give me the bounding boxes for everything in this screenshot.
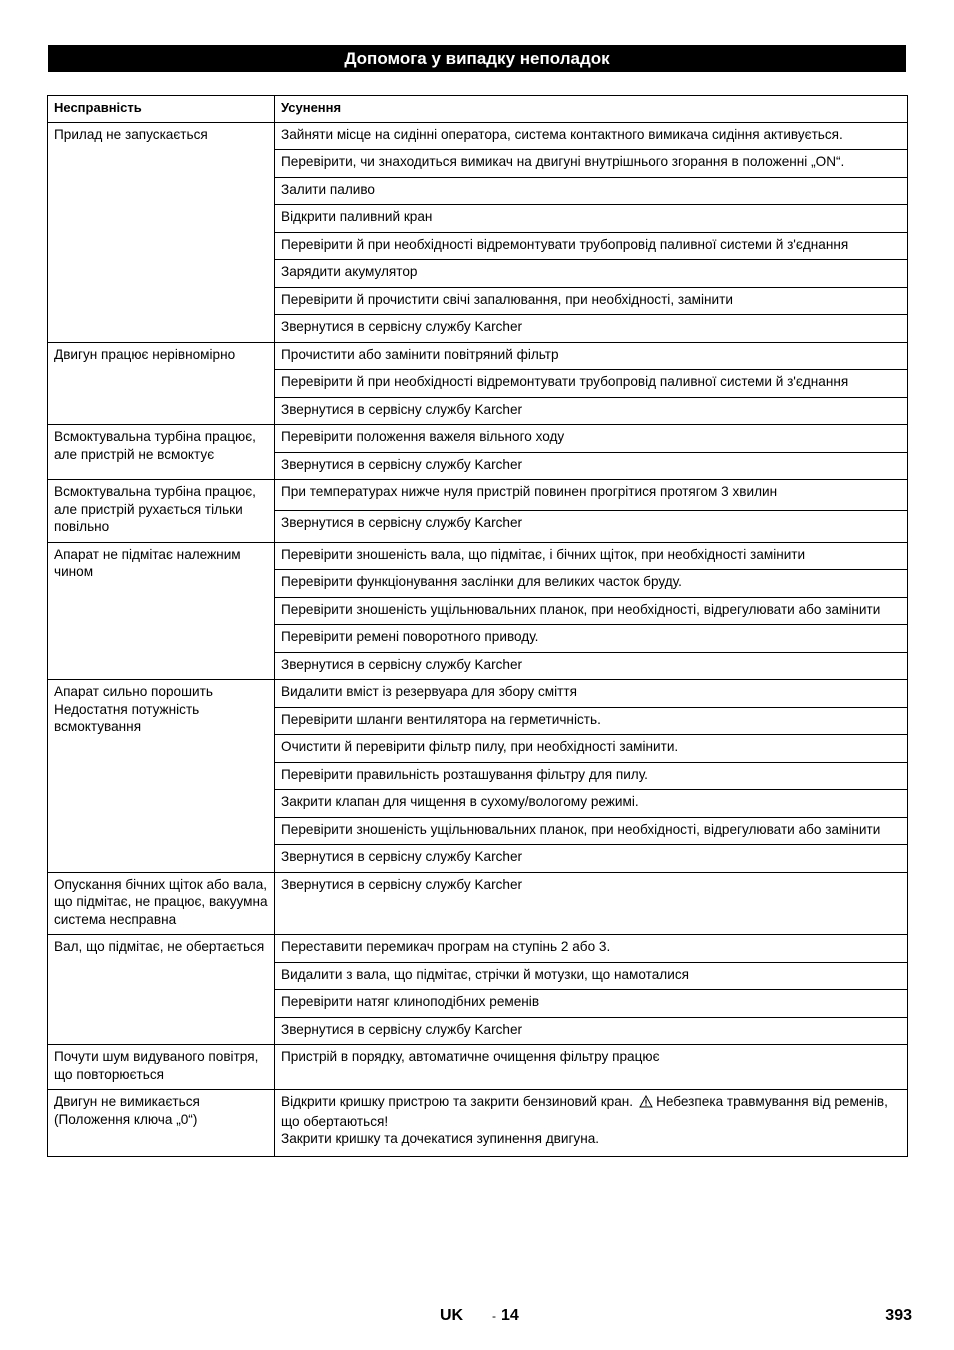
remedy-cell: Звернутися в сервісну службу Karcher bbox=[275, 1017, 908, 1045]
remedy-cell: Видалити вміст із резервуара для збору сміття bbox=[275, 680, 908, 708]
remedy-cell: Звернутися в сервісну службу Karcher bbox=[275, 845, 908, 873]
fault-cell: Всмоктувальна турбіна працює, але пристрій рухається тільки повільно bbox=[48, 480, 275, 543]
remedy-text: Закрити кришку та дочекатися зупинення двигуна. bbox=[281, 1131, 600, 1146]
remedy-cell: Відкрити паливний кран bbox=[275, 205, 908, 233]
fault-cell: Апарат не підмітає належним чином bbox=[48, 542, 275, 680]
table-row bbox=[48, 122, 908, 150]
remedy-cell: Перевірити й прочистити свічі запалювання, при необхідності, замінити bbox=[275, 287, 908, 315]
remedy-cell: При температурах нижче нуля пристрій повинен прогрітися протягом 3 хвилин bbox=[275, 480, 908, 511]
table-row bbox=[48, 1045, 908, 1090]
remedy-cell: Перевірити функціонування заслінки для великих часток бруду. bbox=[275, 570, 908, 598]
fault-column-header: Несправність bbox=[48, 96, 275, 123]
remedy-cell: Перевірити й при необхідності відремонтувати трубопровід паливної системи й з'єднання bbox=[275, 370, 908, 398]
remedy-cell bbox=[275, 1090, 908, 1157]
remedy-cell: Перевірити правильність розташування фільтру для пилу. bbox=[275, 762, 908, 790]
remedy-cell: Перевірити зношеність ущільнювальних планок, при необхідності, відрегулювати або замінити bbox=[275, 597, 908, 625]
warning-triangle-icon bbox=[639, 1095, 653, 1113]
table-body bbox=[48, 122, 908, 1156]
table-row bbox=[48, 935, 908, 963]
fault-cell: Апарат сильно порошить Недостатня потужність всмоктування bbox=[48, 680, 275, 873]
remedy-cell: Перевірити, чи знаходиться вимикач на двигуні внутрішнього згорання в положенні „ON“. bbox=[275, 150, 908, 178]
remedy-cell: Звернутися в сервісну службу Karcher bbox=[275, 872, 908, 935]
fault-cell: Прилад не запускається bbox=[48, 122, 275, 342]
fault-cell: Опускання бічних щіток або вала, що підмітає, не працює, вакуумна система несправна bbox=[48, 872, 275, 935]
footer-dash: - bbox=[492, 1309, 496, 1323]
remedy-cell: Зайняти місце на сидінні оператора, система контактного вимикача сидіння активується. bbox=[275, 122, 908, 150]
fault-cell: Двигун працює нерівномірно bbox=[48, 342, 275, 425]
troubleshooting-table bbox=[47, 95, 908, 1157]
table-row bbox=[48, 1090, 908, 1157]
remedy-cell: Перевірити зношеність вала, що підмітає, і бічних щіток, при необхідності замінити bbox=[275, 542, 908, 570]
table-row bbox=[48, 480, 908, 511]
table-header-row bbox=[48, 96, 908, 123]
remedy-cell: Перевірити положення важеля вільного ходу bbox=[275, 425, 908, 453]
remedy-cell: Очистити й перевірити фільтр пилу, при необхідності замінити. bbox=[275, 735, 908, 763]
fault-cell: Почути шум видуваного повітря, що повторюється bbox=[48, 1045, 275, 1090]
table-row bbox=[48, 425, 908, 453]
remedy-cell: Пристрій в порядку, автоматичне очищення фільтру працює bbox=[275, 1045, 908, 1090]
table-row bbox=[48, 680, 908, 708]
footer-language: UK bbox=[440, 1307, 464, 1324]
remedy-cell: Перевірити натяг клиноподібних ременів bbox=[275, 990, 908, 1018]
remedy-cell: Прочистити або замінити повітряний фільтр bbox=[275, 342, 908, 370]
remedy-cell: Звернутися в сервісну службу Karcher bbox=[275, 452, 908, 480]
remedy-cell: Видалити з вала, що підмітає, стрічки й мотузки, що намоталися bbox=[275, 962, 908, 990]
table-row bbox=[48, 872, 908, 935]
remedy-cell: Звернутися в сервісну службу Karcher bbox=[275, 315, 908, 343]
remedy-cell: Звернутися в сервісну службу Karcher bbox=[275, 511, 908, 542]
remedy-cell: Зарядити акумулятор bbox=[275, 260, 908, 288]
fault-cell: Всмоктувальна турбіна працює, але пристрій не всмоктує bbox=[48, 425, 275, 480]
remedy-text: Відкрити кришку пристрою та закрити бензиновий кран. bbox=[281, 1094, 634, 1109]
fault-cell: Вал, що підмітає, не обертається bbox=[48, 935, 275, 1045]
remedy-cell: Закрити клапан для чищення в сухому/вологому режимі. bbox=[275, 790, 908, 818]
remedy-cell: Залити паливо bbox=[275, 177, 908, 205]
remedy-cell: Перевірити шланги вентилятора на герметичність. bbox=[275, 707, 908, 735]
remedy-column-header: Усунення bbox=[275, 96, 908, 123]
remedy-cell: Переставити перемикач програм на ступінь 2 або 3. bbox=[275, 935, 908, 963]
remedy-cell: Звернутися в сервісну службу Karcher bbox=[275, 397, 908, 425]
footer-page: 14 bbox=[501, 1307, 519, 1324]
remedy-cell: Перевірити ремені поворотного приводу. bbox=[275, 625, 908, 653]
page-title: Допомога у випадку неполадок bbox=[48, 45, 906, 72]
remedy-cell: Перевірити й при необхідності відремонтувати трубопровід паливної системи й з'єднання bbox=[275, 232, 908, 260]
remedy-cell: Звернутися в сервісну службу Karcher bbox=[275, 652, 908, 680]
footer-section-page bbox=[492, 1307, 519, 1325]
table-row bbox=[48, 342, 908, 370]
fault-cell: Двигун не вимикається (Положення ключа „0“) bbox=[48, 1090, 275, 1157]
footer-page-number: 393 bbox=[885, 1307, 912, 1324]
table-row bbox=[48, 542, 908, 570]
warning-text: Небезпека травмування від ременів, що обертаються! bbox=[281, 1094, 888, 1129]
remedy-cell: Перевірити зношеність ущільнювальних планок, при необхідності, відрегулювати або замінити bbox=[275, 817, 908, 845]
